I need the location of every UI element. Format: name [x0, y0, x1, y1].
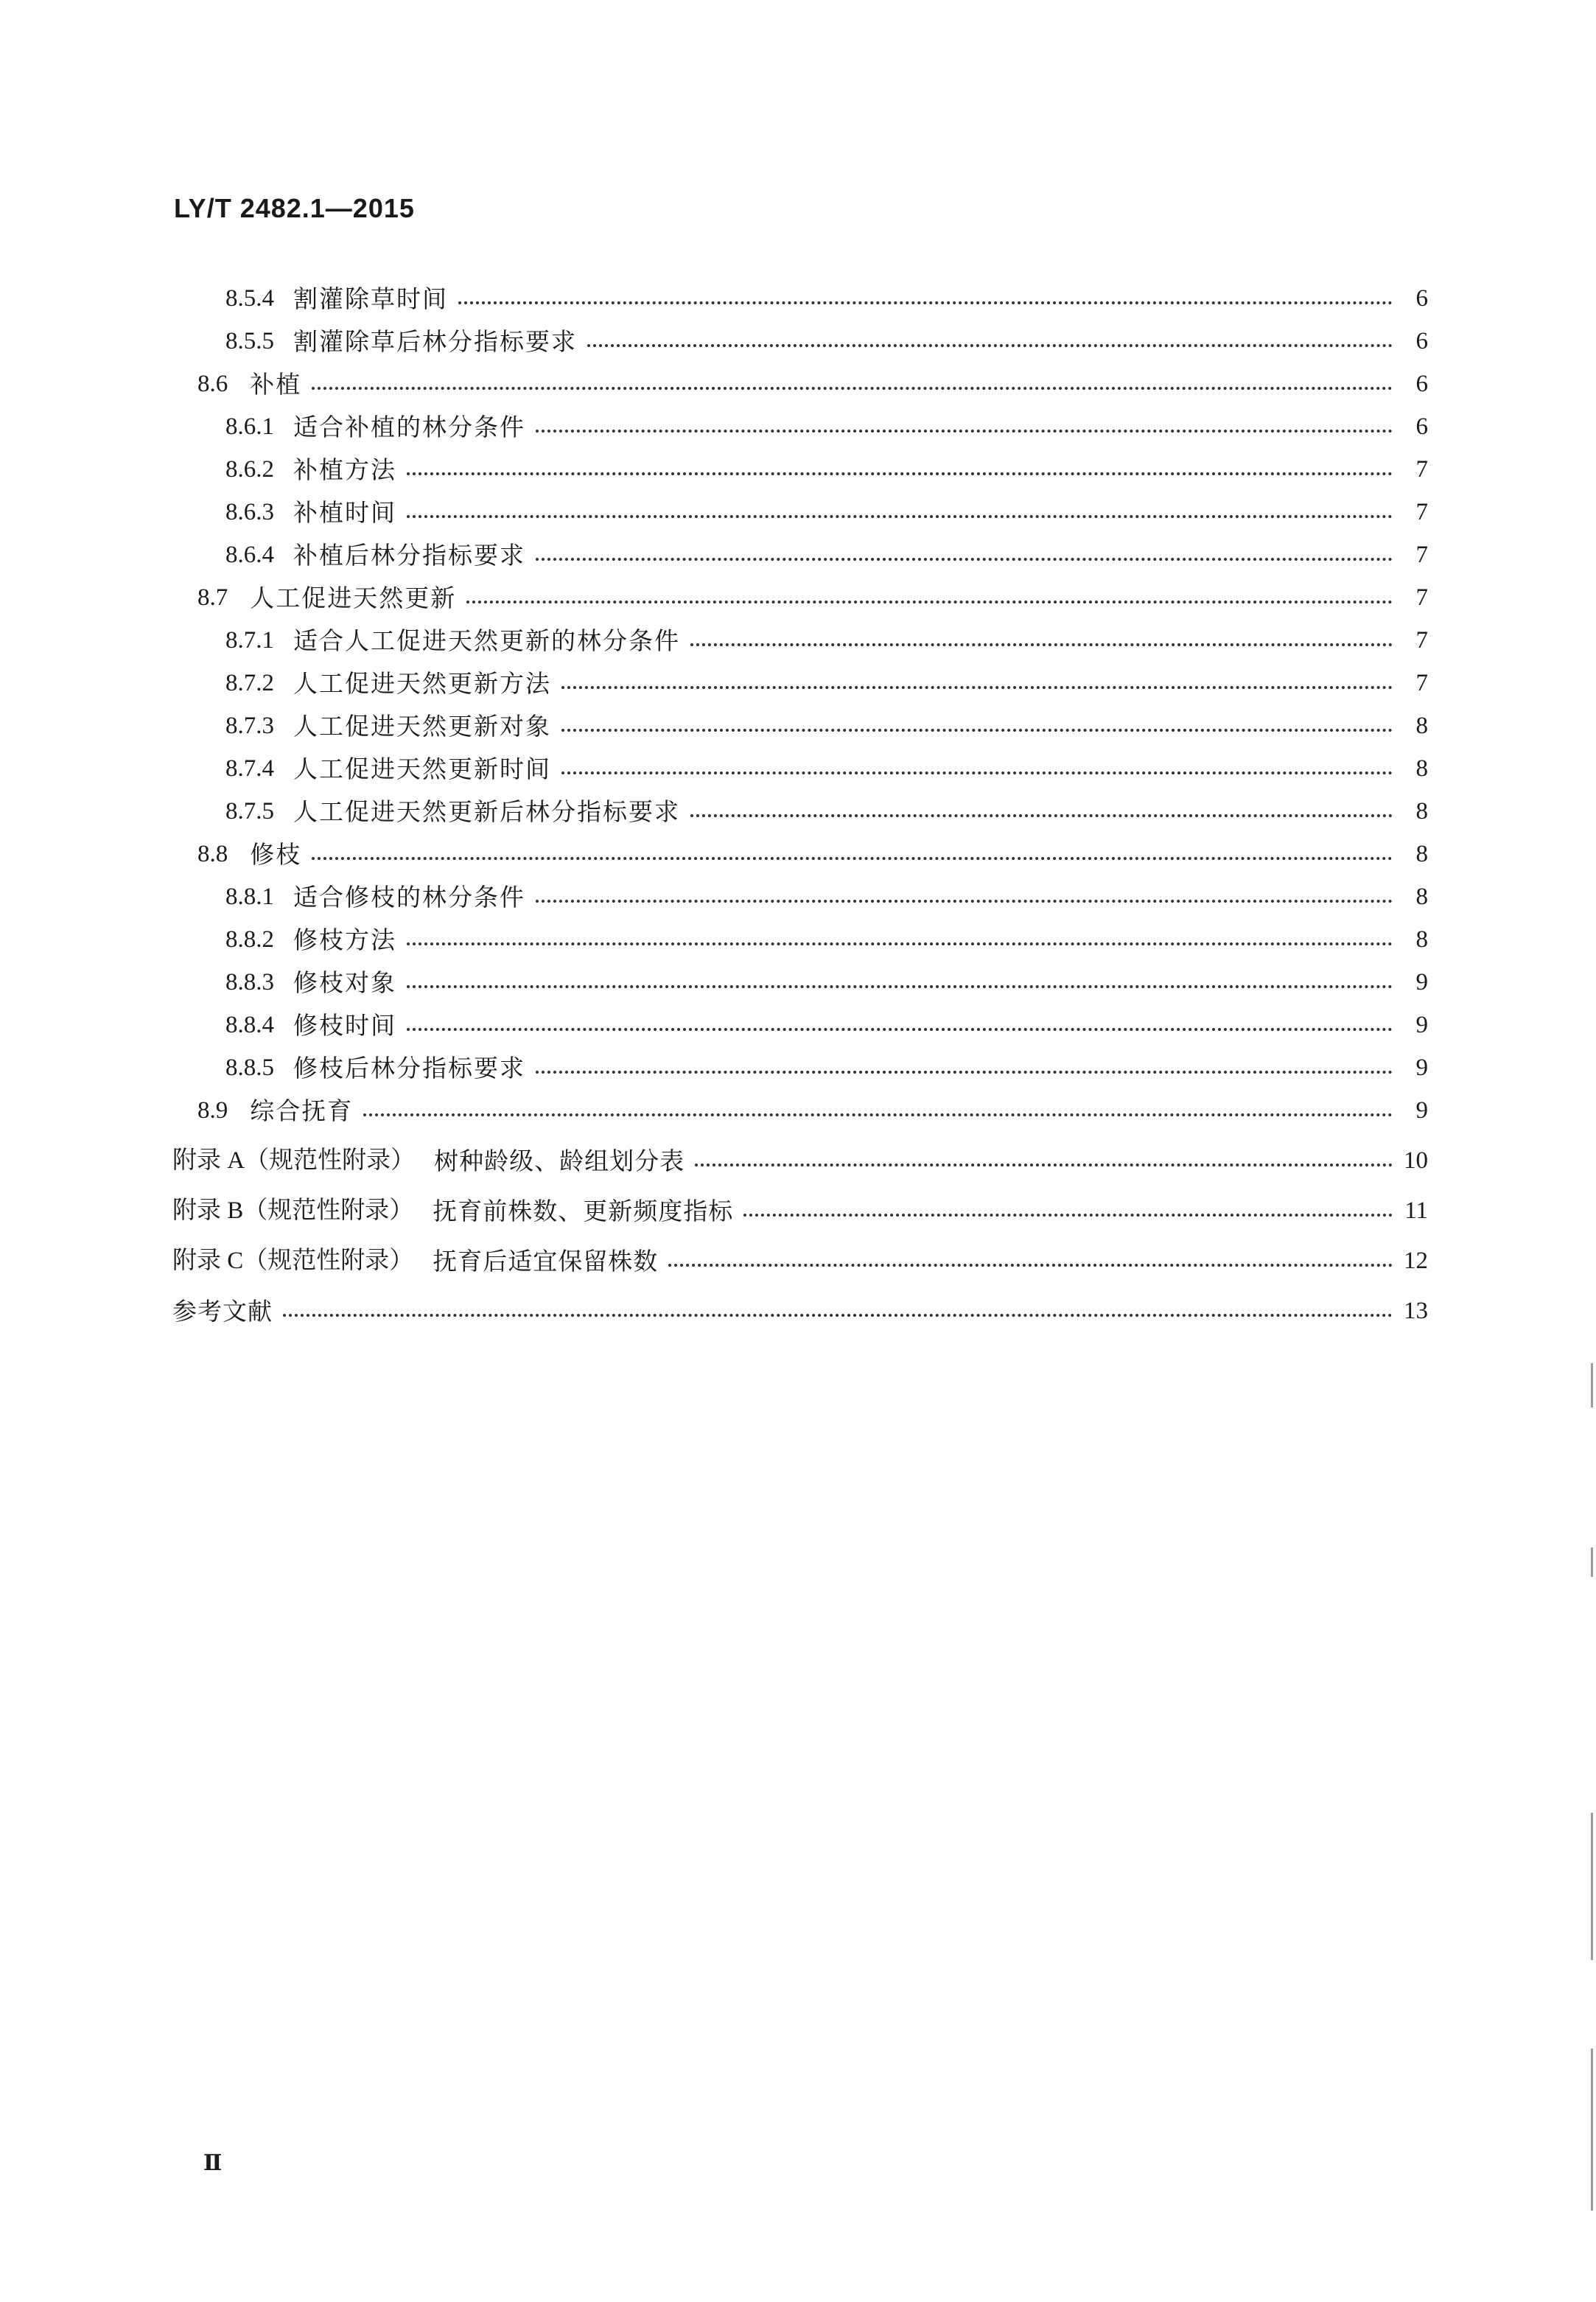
toc-dot-leader: [466, 601, 1393, 604]
toc-entry-title: 抚育后适宜保留株数: [433, 1247, 659, 1276]
toc-dot-leader: [690, 814, 1393, 817]
toc-dot-leader: [283, 1314, 1393, 1317]
toc-entry-title: 补植后林分指标要求: [293, 541, 525, 570]
toc-dot-leader: [312, 387, 1393, 390]
standard-code-header: LY/T 2482.1—2015: [174, 193, 415, 223]
toc-entry[interactable]: [225, 868, 1428, 912]
toc-entry-number: 8.8.2: [225, 926, 274, 953]
toc-entry[interactable]: [197, 355, 1428, 399]
toc-entry-number: 8.7: [197, 584, 228, 611]
toc-entry-page: 6: [1415, 371, 1428, 397]
toc-dot-leader: [407, 942, 1393, 945]
toc-entry[interactable]: [225, 526, 1428, 570]
toc-dot-leader: [363, 1113, 1393, 1116]
toc-entry-title: 适合补植的林分条件: [293, 413, 525, 441]
toc-entry-number: 8.8.5: [225, 1054, 274, 1081]
toc-entry-number: 8.9: [197, 1097, 228, 1124]
toc-entry-page: 8: [1415, 755, 1428, 782]
toc-entry-number: 8.6: [197, 371, 228, 397]
toc-entry-title: 修枝对象: [293, 968, 396, 997]
toc-entry-number: 8.6.3: [225, 499, 274, 525]
toc-entry[interactable]: [225, 270, 1428, 311]
toc-entry-number: 8.7.3: [225, 713, 274, 739]
toc-entry-number: 8.8.1: [225, 884, 274, 910]
toc-entry-title: 人工促进天然更新: [250, 584, 457, 612]
toc-entry[interactable]: [225, 612, 1428, 653]
toc-entry-page: 7: [1415, 542, 1428, 568]
toc-entry-page: 9: [1415, 1012, 1428, 1038]
toc-entry[interactable]: [172, 1282, 1428, 1326]
toc-entry[interactable]: [225, 312, 1428, 354]
toc-entry-number: 8.7.2: [225, 670, 274, 696]
toc-dot-leader: [312, 857, 1393, 860]
toc-entry-title: 割灌除草后林分指标要求: [293, 327, 577, 356]
toc-entry-title: 补植: [250, 370, 302, 399]
toc-entry[interactable]: [172, 1182, 1428, 1223]
toc-dot-leader: [695, 1164, 1393, 1166]
toc-dot-leader: [407, 472, 1393, 475]
toc-entry-number: 8.8.4: [225, 1012, 274, 1038]
toc-entry-number: 8.7.4: [225, 755, 274, 782]
toc-entry[interactable]: [197, 825, 1428, 867]
toc-entry-number: 8.7.5: [225, 798, 274, 825]
toc-entry-title: 树种龄级、龄组划分表: [434, 1147, 685, 1175]
toc-entry-page: 13: [1404, 1298, 1428, 1324]
toc-dot-leader: [536, 430, 1393, 433]
toc-entry[interactable]: [225, 483, 1428, 525]
toc-dot-leader: [536, 558, 1393, 561]
toc-entry-page: 6: [1415, 285, 1428, 312]
toc-entry-page: 9: [1415, 1097, 1428, 1124]
toc-dot-leader: [407, 985, 1393, 988]
toc-dot-leader: [561, 686, 1393, 689]
toc-entry-number: 8.6.4: [225, 542, 274, 568]
toc-entry[interactable]: [225, 954, 1428, 995]
toc-dot-leader: [668, 1264, 1393, 1267]
toc-entry[interactable]: [225, 996, 1428, 1038]
toc-entry[interactable]: [197, 1082, 1428, 1123]
toc-entry-title: 修枝: [250, 840, 302, 869]
toc-entry-page: 9: [1415, 1054, 1428, 1081]
toc-entry-title: 人工促进天然更新方法: [293, 669, 551, 698]
toc-entry-title: 补植方法: [293, 455, 396, 484]
toc-entry-title: 人工促进天然更新对象: [293, 712, 551, 741]
toc-dot-leader: [561, 729, 1393, 732]
toc-entry-page: 8: [1415, 798, 1428, 825]
scan-artifact-line: [1591, 1547, 1593, 1577]
toc-entry-number: 8.6.2: [225, 456, 274, 483]
toc-entry-number: 8.8.3: [225, 969, 274, 996]
toc-entry-title: 参考文献: [172, 1297, 273, 1326]
toc-dot-leader: [690, 643, 1393, 646]
toc-entry-number: 8.6.1: [225, 413, 274, 440]
toc-entry-number: 8.7.1: [225, 627, 274, 654]
toc-entry[interactable]: [225, 1039, 1428, 1080]
toc-entry-page: 6: [1415, 413, 1428, 440]
scan-artifact-line: [1591, 2049, 1593, 2211]
toc-entry-title: 抚育前株数、更新频度指标: [433, 1197, 734, 1225]
toc-dot-leader: [536, 1071, 1393, 1074]
toc-entry-number: 附录 B（规范性附录）: [172, 1197, 414, 1224]
toc-entry[interactable]: [225, 783, 1428, 824]
toc-entry[interactable]: [225, 441, 1428, 482]
toc-dot-leader: [587, 344, 1393, 347]
toc-entry-page: 8: [1415, 926, 1428, 953]
toc-entry-page: 6: [1415, 328, 1428, 354]
toc-entry[interactable]: [225, 654, 1428, 696]
toc-dot-leader: [743, 1214, 1393, 1217]
toc-entry[interactable]: [225, 740, 1428, 781]
scan-artifact-line: [1591, 1813, 1593, 1960]
toc-entry-page: 8: [1415, 884, 1428, 910]
toc-entry-number: 8.5.5: [225, 328, 274, 354]
toc-entry[interactable]: [225, 398, 1428, 439]
toc-dot-leader: [536, 900, 1393, 903]
toc-entry-page: 9: [1415, 969, 1428, 996]
toc-entry-title: 综合抚育: [250, 1096, 354, 1125]
toc-entry-page: 7: [1415, 584, 1428, 611]
toc-entry[interactable]: [225, 911, 1428, 952]
toc-entry-title: 适合人工促进天然更新的林分条件: [293, 626, 680, 655]
toc-entry[interactable]: [172, 1232, 1428, 1276]
toc-entry-title: 补植时间: [293, 498, 396, 527]
toc-entry-title: 割灌除草时间: [293, 284, 448, 313]
toc-entry-title: 适合修枝的林分条件: [293, 883, 525, 912]
toc-entry-page: 7: [1415, 670, 1428, 696]
toc-entry-number: 附录 C（规范性附录）: [172, 1248, 414, 1274]
toc-dot-leader: [458, 301, 1393, 304]
toc-dot-leader: [561, 772, 1393, 774]
toc-entry-page: 10: [1404, 1147, 1428, 1174]
toc-dot-leader: [407, 515, 1393, 518]
toc-entry-title: 修枝方法: [293, 926, 396, 954]
toc-entry-page: 7: [1415, 499, 1428, 525]
toc-entry-page: 8: [1415, 713, 1428, 739]
toc-entry[interactable]: [172, 1132, 1428, 1173]
page-number: Ⅱ: [203, 2151, 223, 2175]
toc-entry-page: 7: [1415, 456, 1428, 483]
toc-entry[interactable]: [197, 569, 1428, 610]
toc-entry-page: 7: [1415, 627, 1428, 654]
toc-entry-number: 附录 A（规范性附录）: [172, 1147, 416, 1174]
toc-entry-page: 12: [1404, 1248, 1428, 1274]
scan-artifact-line: [1591, 1363, 1593, 1407]
toc-entry-title: 人工促进天然更新时间: [293, 755, 551, 783]
toc-entry-title: 修枝时间: [293, 1011, 396, 1040]
toc-entry[interactable]: [225, 697, 1428, 741]
toc-entry-title: 修枝后林分指标要求: [293, 1054, 525, 1082]
toc-entry-number: 8.5.4: [225, 285, 274, 312]
toc-entry-page: 11: [1404, 1197, 1428, 1224]
toc-entry-title: 人工促进天然更新后林分指标要求: [293, 797, 680, 826]
toc-dot-leader: [407, 1028, 1393, 1031]
toc-entry-number: 8.8: [197, 841, 228, 867]
toc-entry-page: 8: [1415, 841, 1428, 867]
